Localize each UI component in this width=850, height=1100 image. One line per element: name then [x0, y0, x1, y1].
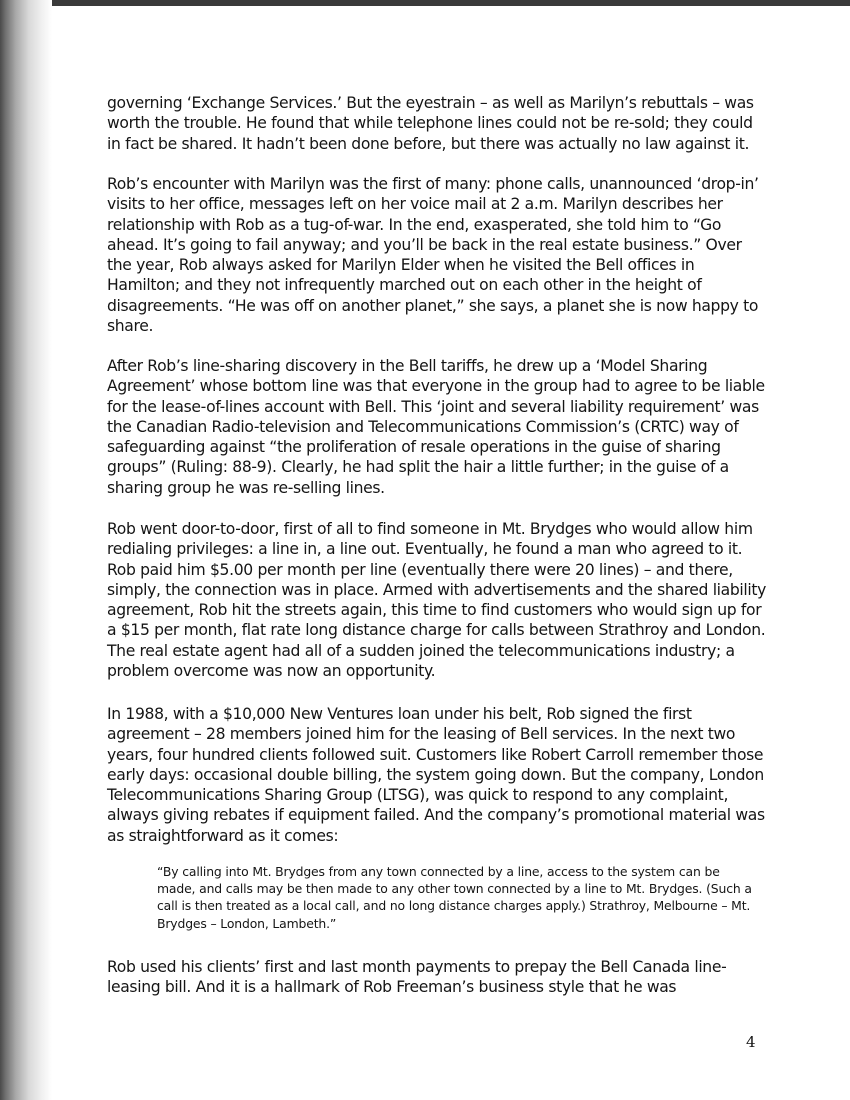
scan-top-edge — [0, 0, 850, 6]
paragraph-1988-agreement: In 1988, with a $10,000 New Ventures loan under his belt, Rob signed the first agreement – 28 members joined him for the leasing of Bell services. In the next two years, four hundred clients followed suit. Customers like Robert Carroll remember those early days: occasional double billing, the system going down. But the company, London Telecommunications Sharing Group (LTSG), was quick to respond to any complaint, always giving rebates if equipment failed. And the company’s promotional material was as straightforward as it comes: — [107, 705, 765, 845]
paragraph-marilyn-encounter: Rob’s encounter with Marilyn was the first of many: phone calls, unannounced ‘drop-in’ visits to her office, messages left on her voice mail at 2 a.m. Marilyn describes her relationship with Rob as a tug-of-war. In the end, exasperated, she told him to “Go ahead. It’s going to fail anyway; and you’ll be back in the real estate business.” Over the year, Rob always asked for Marilyn Elder when he visited the Bell offices in Hamilton; and they not infrequently marched out on each other in the height of disagreements. “He was off on another planet,” she says, a planet she is now happy to share. — [107, 175, 759, 336]
paragraph-model-sharing-agreement: After Rob’s line-sharing discovery in the Bell tariffs, he drew up a ‘Model Sharing Agreement’ whose bottom line was that everyone in the group had to agree to be liable for the lease-of-lines account with Bell. This ‘joint and several liability requirement’ was the Canadian Radio-television and Telecommunications Commission’s (CRTC) way of safeguarding against “the proliferation of resale operations in the guise of sharing groups” (Ruling: 88-9). Clearly, he had split the hair a little further; in the guise of a sharing group he was re-selling lines. — [107, 357, 765, 497]
promotional-quote: “By calling into Mt. Brydges from any town connected by a line, access to the system can be made, and calls may be then made to any other town connected by a line to Mt. Brydges. (Such a call is then treated as a local call, and no long distance charges apply.) Strathroy, Melbourne – Mt. Brydges – London, Lambeth.” — [157, 864, 752, 931]
paragraph-door-to-door: Rob went door-to-door, first of all to find someone in Mt. Brydges who would allow him redialing privileges: a line in, a line out. Eventually, he found a man who agreed to it. Rob paid him $5.00 per month per line (eventually there were 20 lines) – and there, simply, the connection was in place. Armed with advertisements and the shared liability agreement, Rob hit the streets again, this time to find customers who would sign up for a $15 per month, flat rate long distance charge for calls between Strathroy and London. The real estate agent had all of a sudden joined the telecommunications industry; a problem overcome was now an opportunity. — [107, 520, 767, 681]
page-number: 4 — [746, 1033, 756, 1051]
paragraph-prepay-bill: Rob used his clients’ first and last month payments to prepay the Bell Canada line-leasing bill. And it is a hallmark of Rob Freeman’s business style that he was — [107, 958, 727, 997]
paragraph-exchange-services: governing ‘Exchange Services.’ But the eyestrain – as well as Marilyn’s rebuttals – was worth the trouble. He found that while telephone lines could not be re-sold; they could in fact be shared. It hadn’t been done before, but there was actually no law against it. — [107, 94, 754, 153]
book-spine-shadow — [0, 0, 52, 1100]
